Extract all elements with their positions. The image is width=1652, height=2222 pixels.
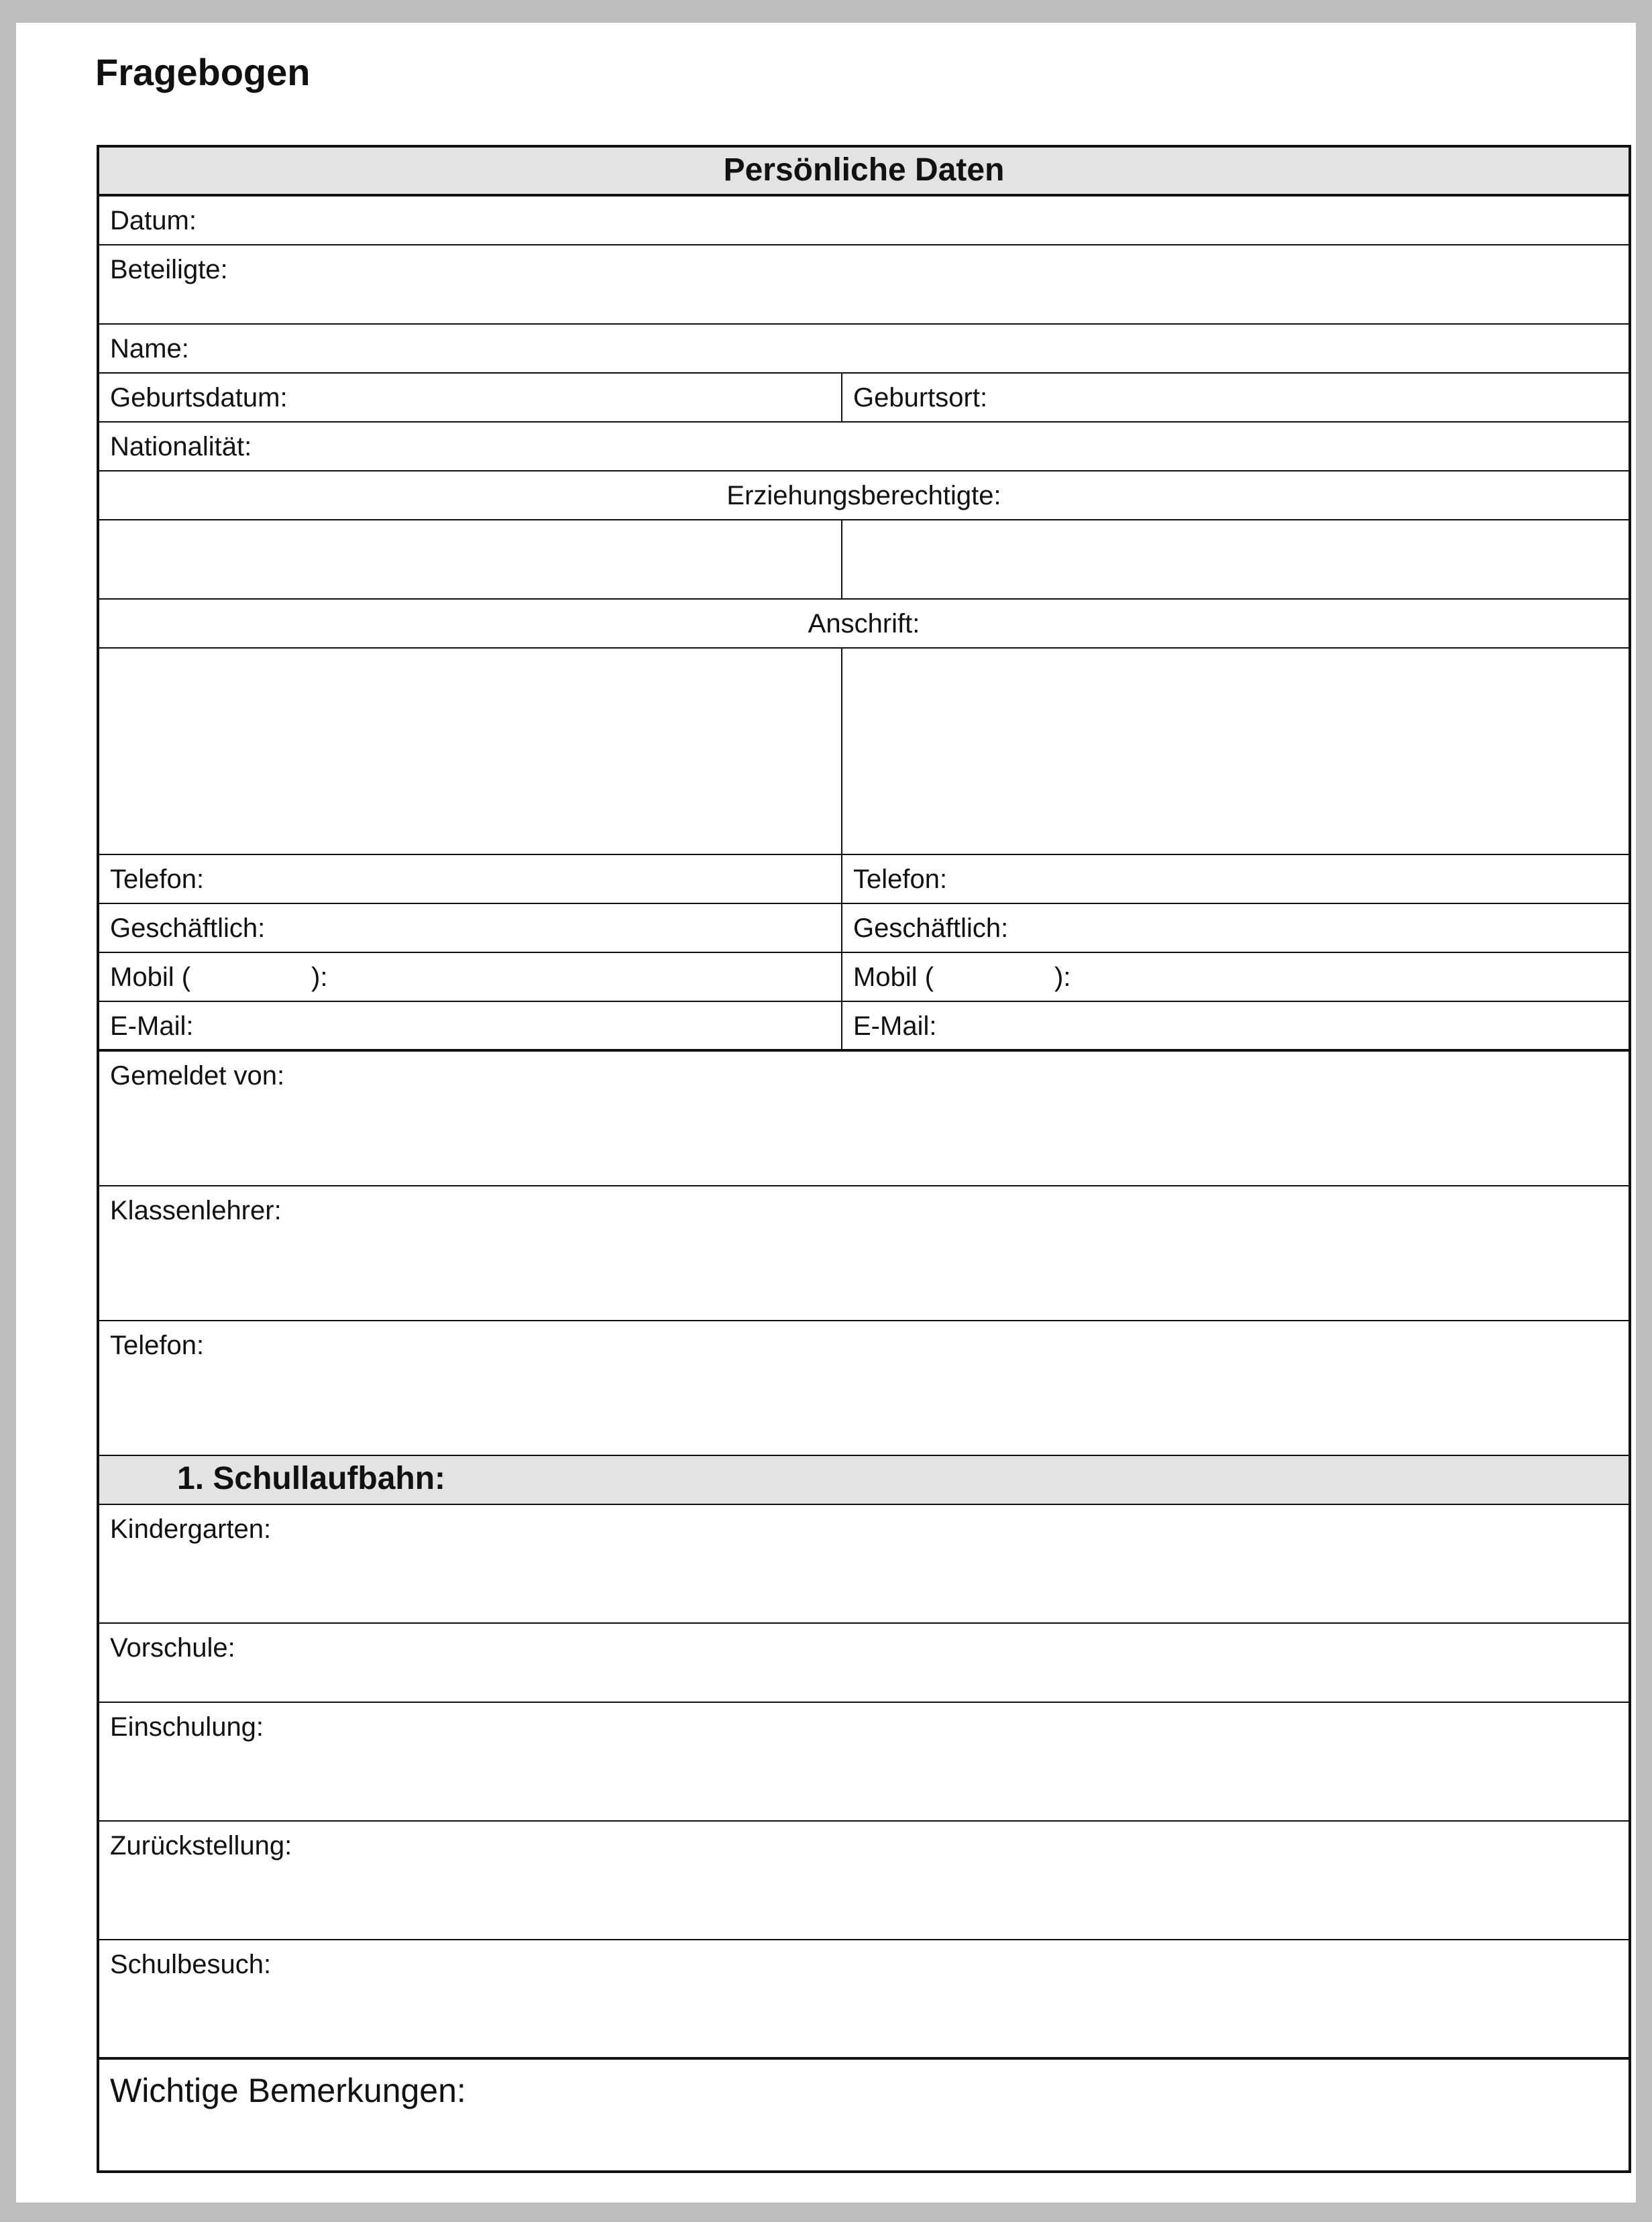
telefon-2-label: Telefon: [853,865,948,894]
address-row [99,649,1629,855]
geburtsdatum-field[interactable] [99,374,842,421]
mobil-2-field[interactable] [842,953,1629,1001]
geschaeftlich-row [99,904,1629,953]
personal-data-header-row [99,148,1629,197]
email-1-field[interactable] [99,1002,842,1049]
telefon-row [99,855,1629,904]
beteiligte-row[interactable] [99,245,1629,325]
nationalitaet-row[interactable] [99,423,1629,471]
schulbesuch-row[interactable] [99,1940,1629,2060]
kindergarten-row[interactable] [99,1505,1629,1624]
email-row [99,1002,1629,1052]
page [16,23,1636,2203]
email-1-label: E-Mail: [110,1011,194,1041]
geschaeftlich-2-field[interactable] [842,904,1629,952]
address-1-field[interactable] [99,649,842,854]
telefon-1-field[interactable] [99,855,842,903]
questionnaire-form [97,145,1631,2173]
mobil-1-close: ): [311,962,328,992]
mobil-2-label: Mobil ( [853,962,934,992]
mobil-row [99,953,1629,1002]
nationalitaet-label: Nationalität: [110,432,252,461]
zurueckstellung-label: Zurückstellung: [110,1831,292,1860]
email-2-label: E-Mail: [853,1011,937,1041]
geburtsort-label: Geburtsort: [853,383,988,412]
document-title: Fragebogen [95,51,311,93]
zurueckstellung-row[interactable] [99,1822,1629,1940]
schulbesuch-label: Schulbesuch: [110,1950,272,1979]
mobil-1-label: Mobil ( [110,962,191,992]
datum-row[interactable] [99,197,1629,245]
school-header-row [99,1456,1629,1505]
telefon-lehrer-row[interactable] [99,1321,1629,1456]
address-2-field[interactable] [842,649,1629,854]
geschaeftlich-1-field[interactable] [99,904,842,952]
mobil-2-close: ): [1054,962,1071,992]
school-section-heading: 1. Schullaufbahn: [177,1461,446,1496]
erziehungsberechtigte-label: Erziehungsberechtigte: [726,481,1001,510]
guardian-2-field[interactable] [842,520,1629,598]
datum-label: Datum: [110,206,197,235]
erziehungsberechtigte-row [99,471,1629,520]
beteiligte-label: Beteiligte: [110,255,228,284]
personal-data-heading: Persönliche Daten [723,152,1005,188]
gemeldet-von-label: Gemeldet von: [110,1061,285,1091]
guardian-1-field[interactable] [99,520,842,598]
anschrift-label: Anschrift: [808,609,920,638]
bemerkungen-label: Wichtige Bemerkungen: [110,2072,466,2109]
birth-row [99,374,1629,423]
klassenlehrer-label: Klassenlehrer: [110,1196,282,1225]
telefon-lehrer-label: Telefon: [110,1331,205,1360]
geschaeftlich-1-label: Geschäftlich: [110,913,266,943]
kindergarten-label: Kindergarten: [110,1514,272,1544]
bemerkungen-row[interactable] [99,2060,1629,2170]
klassenlehrer-row[interactable] [99,1186,1629,1321]
name-row[interactable] [99,325,1629,374]
einschulung-row[interactable] [99,1703,1629,1822]
geburtsort-field[interactable] [842,374,1629,421]
telefon-1-label: Telefon: [110,865,205,894]
anschrift-row [99,600,1629,649]
vorschule-row[interactable] [99,1624,1629,1703]
name-label: Name: [110,334,189,364]
email-2-field[interactable] [842,1002,1629,1049]
vorschule-label: Vorschule: [110,1633,235,1663]
mobil-1-field[interactable] [99,953,842,1001]
guardians-row [99,520,1629,600]
einschulung-label: Einschulung: [110,1712,264,1742]
gemeldet-von-row[interactable] [99,1052,1629,1186]
geburtsdatum-label: Geburtsdatum: [110,383,288,412]
geschaeftlich-2-label: Geschäftlich: [853,913,1009,943]
telefon-2-field[interactable] [842,855,1629,903]
